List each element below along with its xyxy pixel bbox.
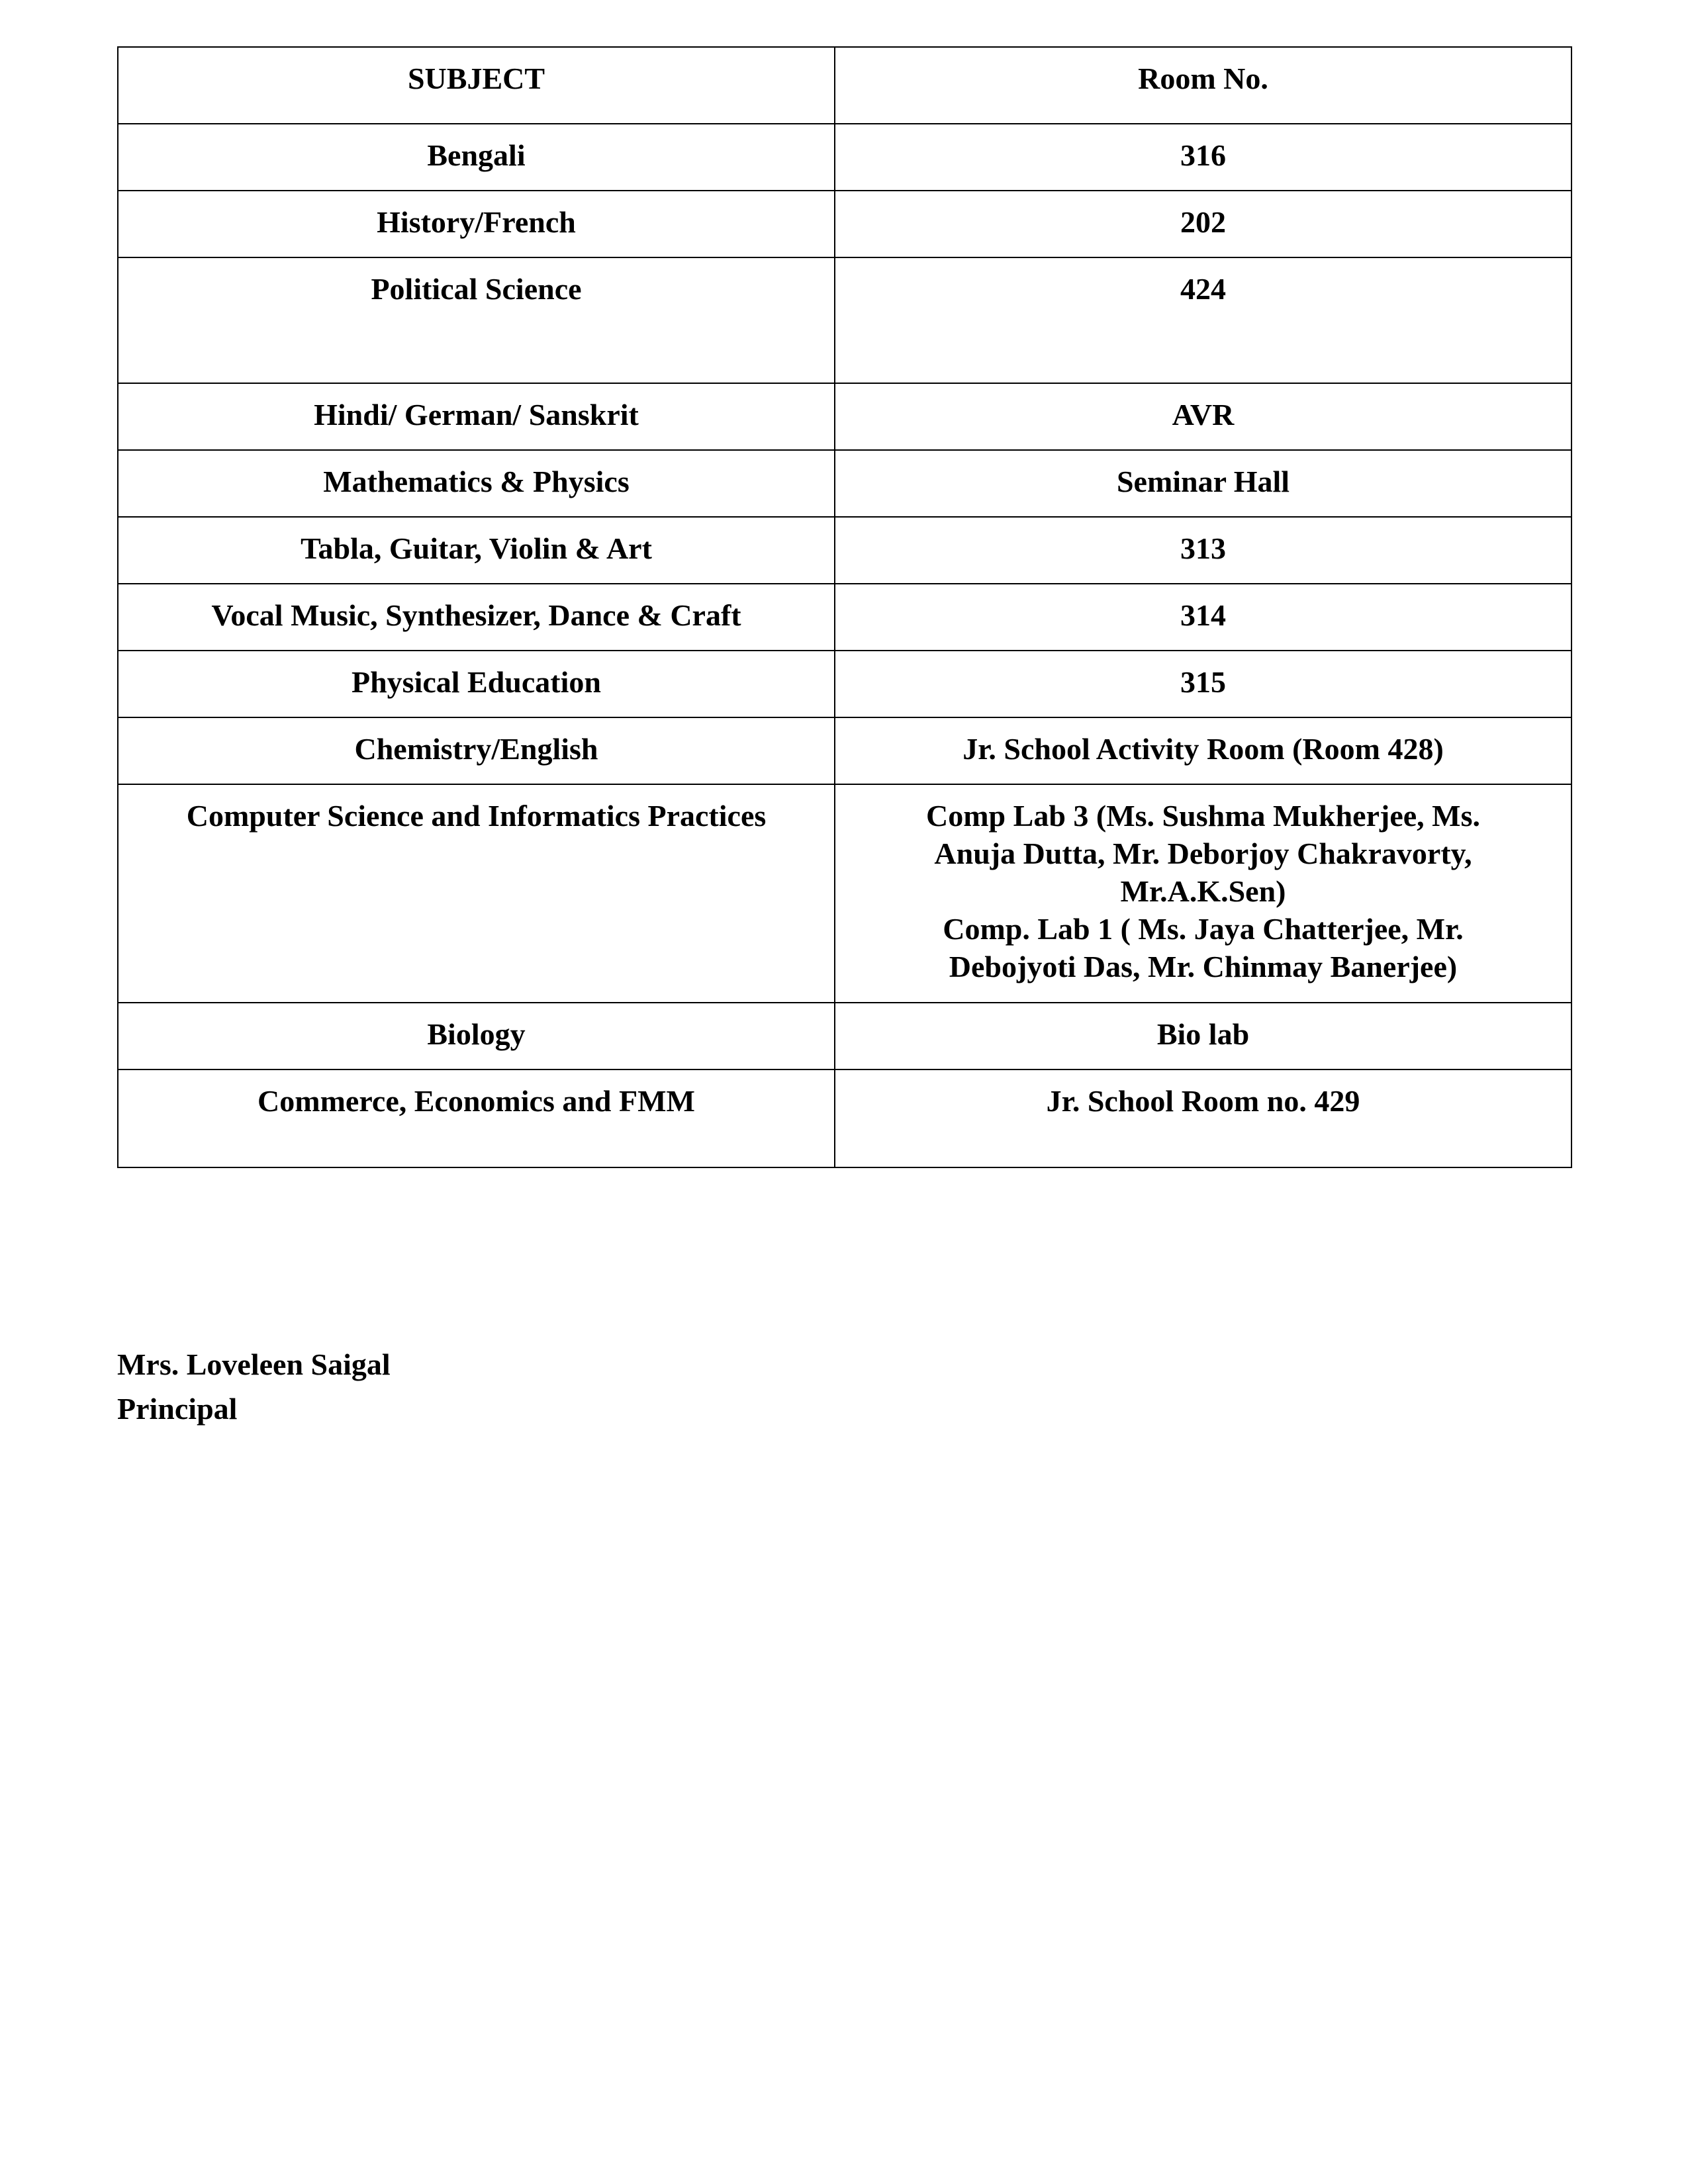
room-cell <box>835 784 1571 1003</box>
room-cell <box>835 717 1571 784</box>
signature-block <box>117 1342 391 1431</box>
table-body <box>118 124 1571 1167</box>
table-row <box>118 257 1571 383</box>
room-cell <box>835 383 1571 450</box>
table-row <box>118 191 1571 257</box>
table-row <box>118 784 1571 1003</box>
table-row <box>118 717 1571 784</box>
room-cell <box>835 1003 1571 1069</box>
room-cell <box>835 124 1571 191</box>
principal-name: Mrs. Loveleen Saigal <box>117 1347 391 1381</box>
subject-cell: Tabla, Guitar, Violin & Art <box>118 517 835 584</box>
subject-cell: Hindi/ German/ Sanskrit <box>118 383 835 450</box>
room-cell <box>835 1069 1571 1167</box>
table-row <box>118 1003 1571 1069</box>
table-header-row <box>118 47 1571 124</box>
room-cell <box>835 450 1571 517</box>
subject-room-table <box>117 46 1572 1168</box>
subject-cell: Vocal Music, Synthesizer, Dance & Craft <box>118 584 835 651</box>
room-line: Jr. School Room no. 429 <box>1046 1084 1360 1118</box>
room-line: Comp Lab 3 (Ms. Sushma Mukherjee, Ms. <box>926 799 1480 833</box>
subject-cell: Chemistry/English <box>118 717 835 784</box>
table-row <box>118 584 1571 651</box>
subject-cell: Physical Education <box>118 651 835 717</box>
room-line: 313 <box>1180 531 1226 565</box>
room-line: Seminar Hall <box>1116 465 1290 498</box>
room-line: Anuja Dutta, Mr. Deborjoy Chakravorty, <box>934 837 1472 870</box>
room-line: Mr.A.K.Sen) <box>1120 874 1286 908</box>
room-line: Jr. School Activity Room (Room 428) <box>962 732 1444 766</box>
principal-title: Principal <box>117 1392 238 1426</box>
room-line: AVR <box>1172 398 1235 432</box>
table-row <box>118 383 1571 450</box>
table-row <box>118 450 1571 517</box>
room-line: Debojyoti Das, Mr. Chinmay Banerjee) <box>949 950 1458 983</box>
room-cell <box>835 517 1571 584</box>
table-row <box>118 1069 1571 1167</box>
header-room-no: Room No. <box>835 47 1571 124</box>
table-row <box>118 124 1571 191</box>
table-row <box>118 517 1571 584</box>
room-line: Bio lab <box>1156 1017 1250 1051</box>
subject-cell: Political Science <box>118 257 835 383</box>
table-row <box>118 651 1571 717</box>
subject-cell: Commerce, Economics and FMM <box>118 1069 835 1167</box>
room-line: 314 <box>1180 598 1226 632</box>
subject-cell: Computer Science and Informatics Practices <box>118 784 835 1003</box>
header-subject: SUBJECT <box>118 47 835 124</box>
subject-cell: Mathematics & Physics <box>118 450 835 517</box>
room-line: 202 <box>1180 205 1226 239</box>
room-line: Comp. Lab 1 ( Ms. Jaya Chatterjee, Mr. <box>943 912 1464 946</box>
room-line: 424 <box>1180 272 1226 306</box>
subject-cell: History/French <box>118 191 835 257</box>
room-line: 315 <box>1180 665 1226 699</box>
subject-cell: Bengali <box>118 124 835 191</box>
room-cell <box>835 651 1571 717</box>
subject-cell: Biology <box>118 1003 835 1069</box>
room-cell <box>835 191 1571 257</box>
room-cell <box>835 584 1571 651</box>
room-cell <box>835 257 1571 383</box>
room-line: 316 <box>1180 138 1226 172</box>
